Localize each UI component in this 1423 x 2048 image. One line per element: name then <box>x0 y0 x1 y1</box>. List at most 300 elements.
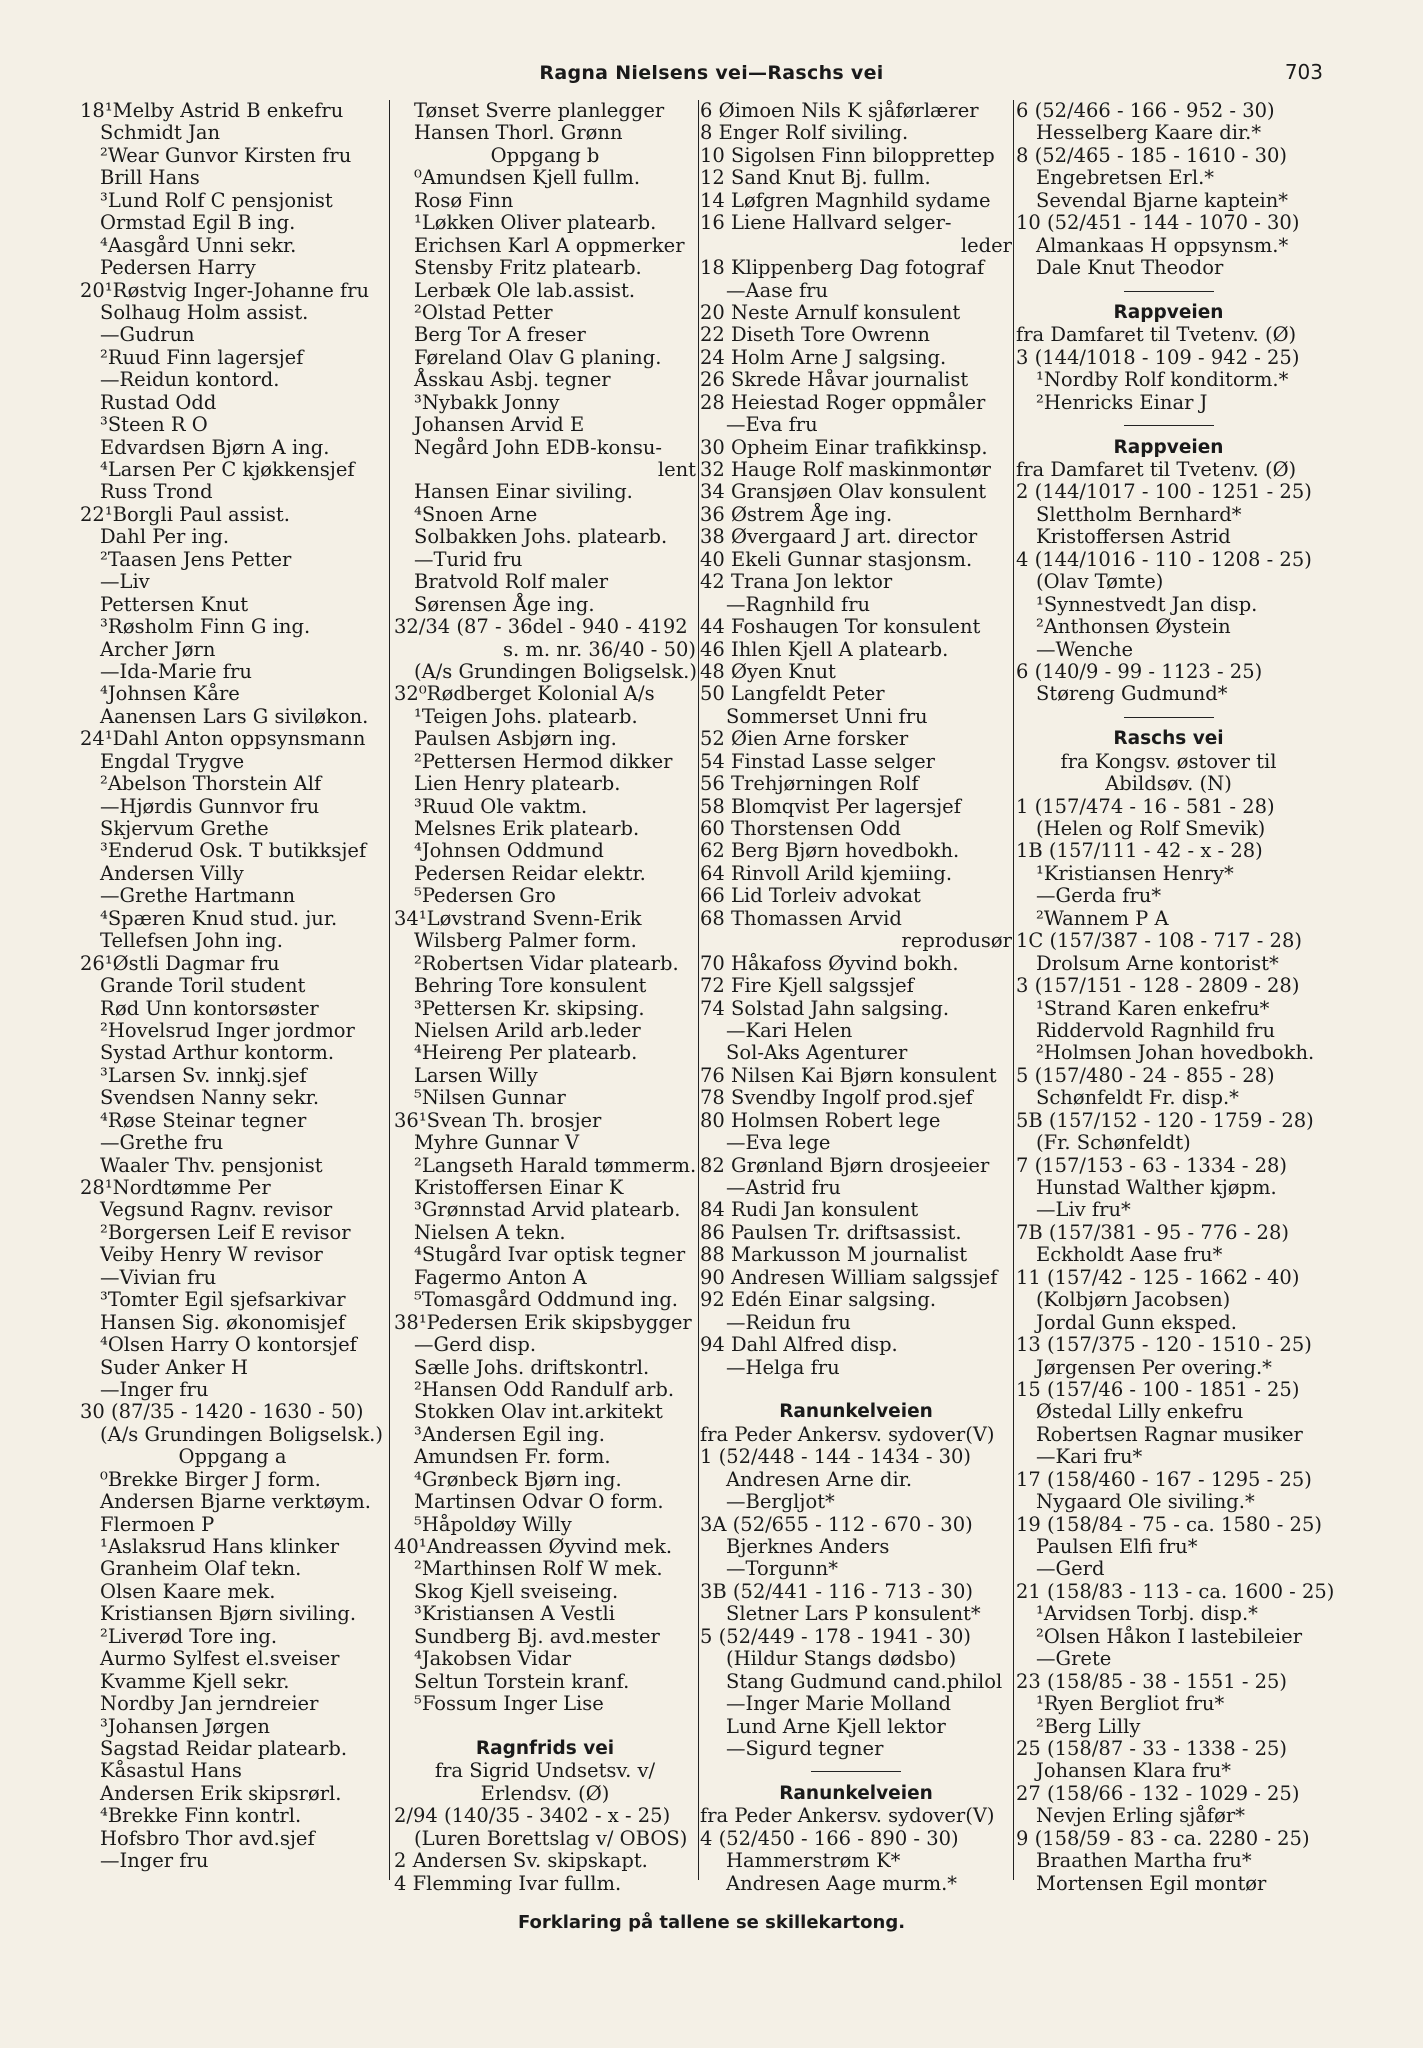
directory-line: fra Peder Ankersv. sydover(V) <box>700 1422 995 1446</box>
directory-line: 26 Skrede Håvar journalist <box>700 368 969 392</box>
directory-line: —Reidun fru <box>726 1310 851 1334</box>
directory-line: Russ Trond <box>100 480 213 504</box>
directory-line: 34 Gransjøen Olav konsulent <box>700 480 987 504</box>
directory-line: 40¹Andreassen Øyvind mek. <box>394 1535 673 1558</box>
directory-line: 36¹Svean Th. brosjer <box>394 1108 602 1132</box>
directory-line: Aanensen Lars G siviløkon. <box>100 704 369 728</box>
directory-line: 60 Thorstensen Odd <box>700 817 901 840</box>
directory-line: Andersen Erik skipsrørl. <box>100 1781 342 1805</box>
directory-line: 7B (157/381 - 95 - 776 - 28) <box>1016 1220 1289 1244</box>
directory-line: ¹Kristiansen Henry* <box>1036 861 1234 885</box>
directory-line: —Kari fru* <box>1036 1445 1143 1469</box>
directory-line: 82 Grønland Bjørn drosjeeier <box>700 1153 990 1177</box>
directory-line: Sommerset Unni fru <box>726 704 928 728</box>
directory-line: Jørgensen Per overing.* <box>1036 1355 1272 1379</box>
directory-line: 6 (140/9 - 99 - 1123 - 25) <box>1016 659 1263 683</box>
directory-line: Fagermo Anton A <box>414 1265 587 1289</box>
directory-line: Ormstad Egil B ing. <box>100 211 296 235</box>
directory-line: 14 Løfgren Magnhild sydame <box>700 188 991 212</box>
directory-line <box>700 1379 1012 1401</box>
directory-line <box>394 1716 696 1738</box>
directory-line: Archer Jørn <box>100 637 216 661</box>
directory-line: Engdal Trygve <box>100 749 245 773</box>
directory-line: 40 Ekeli Gunnar stasjonsm. <box>700 547 973 571</box>
section-rule <box>1016 414 1321 436</box>
directory-line: Nevjen Erling sjåfør* <box>1036 1804 1245 1828</box>
directory-line: ³Tomter Egil sjefsarkivar <box>100 1288 346 1312</box>
directory-line: fra Sigrid Undsetsv. v/ <box>434 1759 656 1783</box>
directory-line: 7 (157/153 - 63 - 1334 - 28) <box>1016 1153 1288 1177</box>
directory-line: Engebretsen Erl.* <box>1036 166 1215 190</box>
directory-line: ³Grønnstad Arvid platearb. <box>414 1198 681 1222</box>
directory-line: ²Olstad Petter <box>414 300 553 324</box>
directory-line: 3B (52/441 - 116 - 713 - 30) <box>700 1579 973 1603</box>
directory-line: —Reidun kontord. <box>100 368 280 392</box>
directory-line: 30 Opheim Einar trafikkinsp. <box>700 435 988 459</box>
directory-line: 1C (157/387 - 108 - 717 - 28) <box>1016 929 1302 953</box>
directory-line: —Ida-Marie fru <box>100 659 252 683</box>
directory-line: 20¹Røstvig Inger-Johanne fru <box>80 278 370 302</box>
directory-line: 84 Rudi Jan konsulent <box>700 1198 919 1222</box>
directory-line: 2 Andersen Sv. skipskapt. <box>394 1849 648 1873</box>
directory-line: Almankaas H oppsynsm.* <box>1036 233 1289 257</box>
directory-line: ²Henricks Einar J <box>1036 390 1208 414</box>
directory-line: 78 Svendby Ingolf prod.sjef <box>700 1086 973 1110</box>
directory-line: Behring Tore konsulent <box>414 974 647 998</box>
directory-line: Andresen Aage murm.* <box>726 1871 958 1895</box>
directory-line: ⁵Håpoldøy Willy <box>414 1512 572 1536</box>
directory-line: ³Johansen Jørgen <box>100 1714 270 1738</box>
directory-line: —Turid fru <box>414 547 523 571</box>
section-rule <box>1016 706 1321 728</box>
directory-line: (A/s Grundingen Boligselsk.) <box>100 1422 383 1446</box>
directory-line: 1 (157/474 - 16 - 581 - 28) <box>1016 794 1275 818</box>
directory-line: Stokken Olav int.arkitekt <box>414 1400 663 1424</box>
directory-line: leder <box>960 233 1012 257</box>
directory-line: ⁵Nilsen Gunnar <box>414 1086 566 1110</box>
directory-line: 8 (52/465 - 185 - 1610 - 30) <box>1016 143 1288 167</box>
directory-line: ²Abelson Thorstein Alf <box>100 772 322 796</box>
directory-line: —Grethe fru <box>100 1131 224 1155</box>
directory-line: ⁰Amundsen Kjell fullm. <box>414 166 641 190</box>
directory-line: Andersen Bjarne verktøym. <box>100 1490 371 1514</box>
directory-line: 25 (158/87 - 33 - 1338 - 25) <box>1016 1736 1288 1760</box>
directory-line: 24 Holm Arne J salgsing. <box>700 345 947 369</box>
directory-line: —Liv fru* <box>1036 1198 1131 1222</box>
directory-line: ⁴Olsen Harry O kontorsjef <box>100 1333 357 1357</box>
directory-line: Riddervold Ragnhild fru <box>1036 1018 1276 1042</box>
directory-line: 2/94 (140/35 - 3402 - x - 25) <box>394 1804 671 1828</box>
directory-line: 9 (158/59 - 83 - ca. 2280 - 25) <box>1016 1826 1310 1850</box>
directory-line: ¹Nordby Rolf konditorm.* <box>1036 368 1289 392</box>
directory-line: (A/s Grundingen Boligselsk.) <box>414 659 697 683</box>
directory-line: 44 Foshaugen Tor konsulent <box>700 615 981 639</box>
directory-line: 32⁰Rødberget Kolonial A/s <box>394 682 655 706</box>
directory-line: ⁴Larsen Per C kjøkkensjef <box>100 458 355 481</box>
directory-line: 5 (157/480 - 24 - 855 - 28) <box>1016 1063 1275 1087</box>
directory-line: 36 Østrem Åge ing. <box>700 502 893 526</box>
directory-line: Suder Anker H <box>100 1355 248 1379</box>
directory-line: 94 Dahl Alfred disp. <box>700 1333 898 1357</box>
directory-line: 54 Finstad Lasse selger <box>700 749 935 773</box>
directory-line: 62 Berg Bjørn hovedbokh. <box>700 839 960 863</box>
directory-line: fra Damfaret til Tvetenv. (Ø) <box>1016 323 1297 347</box>
directory-line: 64 Rinvoll Arild kjemiing. <box>700 861 953 885</box>
directory-line: Tønset Sverre planlegger <box>414 99 665 122</box>
directory-line: ²Berg Lilly <box>1036 1714 1141 1738</box>
directory-line: Sagstad Reidar platearb. <box>100 1736 348 1760</box>
directory-line: 4 Flemming Ivar fullm. <box>394 1871 622 1895</box>
directory-line: ⁵Pedersen Gro <box>414 884 556 908</box>
directory-line: Solhaug Holm assist. <box>100 300 309 324</box>
directory-line: Paulsen Elfi fru* <box>1036 1535 1198 1558</box>
directory-line: 72 Fire Kjell salgssjef <box>700 974 914 998</box>
directory-line: Kristiansen Bjørn siviling. <box>100 1602 357 1626</box>
directory-line: 11 (157/42 - 125 - 1662 - 40) <box>1016 1265 1300 1289</box>
directory-line: 5 (52/449 - 178 - 1941 - 30) <box>700 1624 972 1648</box>
section-rule <box>1016 280 1321 302</box>
directory-line: —Inger fru <box>100 1849 209 1873</box>
directory-line: Martinsen Odvar O form. <box>414 1490 664 1514</box>
directory-line: Jordal Gunn eksped. <box>1036 1310 1237 1334</box>
directory-line: ⁴Johnsen Kåre <box>100 682 240 706</box>
directory-line: —Hjørdis Gunnvor fru <box>100 794 320 818</box>
directory-line: Pedersen Reidar elektr. <box>414 861 646 885</box>
column-2 <box>394 100 696 1895</box>
directory-line: Seltun Torstein kranf. <box>414 1669 630 1693</box>
directory-line: ²Borgersen Leif E revisor <box>100 1220 351 1244</box>
directory-line: ³Kristiansen A Vestli <box>414 1602 615 1626</box>
directory-line: Rustad Odd <box>100 390 217 414</box>
directory-line: ⁴Spæren Knud stud. jur. <box>100 906 338 930</box>
directory-line: Sælle Johs. driftskontrl. <box>414 1355 650 1379</box>
directory-line: Braathen Martha fru* <box>1036 1849 1252 1873</box>
directory-line: (Luren Borettslag v/ OBOS) <box>414 1826 688 1850</box>
directory-line: reprodusør <box>901 929 1012 953</box>
directory-line: s. m. nr. 36/40 - 50) <box>502 637 696 661</box>
directory-line: Oppgang a <box>178 1445 287 1469</box>
directory-line: Systad Arthur kontorm. <box>100 1041 335 1065</box>
directory-line: 6 (52/466 - 166 - 952 - 30) <box>1016 99 1275 122</box>
directory-line: 4 (52/450 - 166 - 890 - 30) <box>700 1826 959 1850</box>
directory-line: Negård John EDB-konsu- <box>414 435 663 459</box>
directory-line: —Helga fru <box>726 1355 840 1379</box>
directory-line: Tellefsen John ing. <box>100 929 283 953</box>
directory-line: 52 Øien Arne forsker <box>700 727 909 751</box>
footer-note: Forklaring på tallene se skillekartong. <box>517 1912 906 1933</box>
directory-line: Wilsberg Palmer form. <box>414 929 637 953</box>
directory-line: ³Ruud Ole vaktm. <box>414 794 588 818</box>
directory-line: ³Larsen Sv. innkj.sjef <box>100 1063 307 1087</box>
directory-line: Andresen Arne dir. <box>726 1467 913 1491</box>
directory-line: Hammerstrøm K* <box>726 1849 901 1873</box>
directory-line: ²Wannem P A <box>1036 906 1169 930</box>
directory-line: 74 Solstad Jahn salgsing. <box>700 996 950 1020</box>
directory-line: Hansen Sig. økonomisjef <box>100 1310 346 1334</box>
directory-line: Oppgang b <box>490 143 600 167</box>
directory-line: Østedal Lilly enkefru <box>1036 1400 1244 1424</box>
directory-line: —Liv <box>100 570 150 594</box>
directory-line: Skjervum Grethe <box>100 817 269 840</box>
column-divider <box>389 100 390 1880</box>
directory-line: ⁴Grønbeck Bjørn ing. <box>414 1467 622 1491</box>
section-rule <box>700 1760 1012 1782</box>
directory-line: Kvamme Kjell sekr. <box>100 1669 290 1693</box>
directory-line: Pettersen Knut <box>100 592 249 616</box>
directory-line: Bjerknes Anders <box>726 1535 890 1558</box>
directory-line: 38 Øvergaard J art. director <box>700 525 978 549</box>
directory-line: ¹Teigen Johs. platearb. <box>414 704 638 728</box>
directory-line: 68 Thomassen Arvid <box>700 906 902 930</box>
directory-line: fra Peder Ankersv. sydover(V) <box>700 1804 995 1828</box>
directory-line: Solbakken Johs. platearb. <box>414 525 668 549</box>
directory-line: —Torgunn* <box>726 1557 838 1581</box>
directory-line: ³Pettersen Kr. skipsing. <box>414 996 645 1020</box>
directory-line: 17 (158/460 - 167 - 1295 - 25) <box>1016 1467 1312 1491</box>
column-divider <box>698 100 699 1880</box>
directory-line: Nygaard Ole siviling.* <box>1036 1490 1255 1514</box>
street-heading: Rappveien <box>1113 436 1224 458</box>
directory-line: Svendsen Nanny sekr. <box>100 1086 320 1110</box>
directory-line: ¹Ryen Bergliot fru* <box>1036 1692 1225 1716</box>
directory-line: —Grethe Hartmann <box>100 884 296 908</box>
directory-line: ⁴Brekke Finn kontrl. <box>100 1804 302 1828</box>
directory-line: ²Holmsen Johan hovedbokh. <box>1036 1041 1315 1065</box>
street-heading: Ragnfrids vei <box>475 1737 615 1759</box>
directory-line: Melsnes Erik platearb. <box>414 817 640 840</box>
directory-line: 4 (144/1016 - 110 - 1208 - 25) <box>1016 547 1312 571</box>
directory-line: ³Enderud Osk. T butikksjef <box>100 839 367 863</box>
directory-line: lent <box>657 458 696 481</box>
directory-line: Skog Kjell sveiseing. <box>414 1579 619 1603</box>
directory-line: Rosø Finn <box>414 188 514 212</box>
directory-line: —Gudrun <box>100 323 195 347</box>
page-header <box>0 58 1423 92</box>
directory-line: Bratvold Rolf maler <box>414 570 609 594</box>
directory-line: —Astrid fru <box>726 1176 841 1199</box>
directory-line: Brill Hans <box>100 166 200 190</box>
directory-line: Lerbæk Ole lab.assist. <box>414 278 636 302</box>
page-number: 703 <box>1284 60 1323 84</box>
directory-line: Lien Henry platearb. <box>414 772 621 796</box>
directory-line: 3A (52/655 - 112 - 670 - 30) <box>700 1512 973 1536</box>
directory-line: 8 Enger Rolf siviling. <box>700 121 909 145</box>
directory-line: Andersen Villy <box>100 861 244 885</box>
directory-line: ²Anthonsen Øystein <box>1036 615 1231 639</box>
directory-line: 10 Sigolsen Finn bilopprettер <box>700 143 995 167</box>
directory-line: ⁴Røse Steinar tegner <box>100 1108 307 1132</box>
directory-line: 20 Neste Arnulf konsulent <box>700 300 961 324</box>
directory-line: ²Liverød Tore ing. <box>100 1624 278 1648</box>
directory-line: ³Steen R O <box>100 413 208 437</box>
directory-line: Drolsum Arne kontorist* <box>1036 951 1279 975</box>
directory-line: Sol-Aks Agenturer <box>726 1041 908 1065</box>
directory-line: —Gerd <box>1036 1557 1105 1581</box>
directory-line: fra Kongsv. østover til <box>1060 749 1277 773</box>
directory-line: 21 (158/83 - 113 - ca. 1600 - 25) <box>1016 1579 1335 1603</box>
directory-line: ¹Arvidsen Torbj. disp.* <box>1036 1602 1258 1626</box>
directory-line: Kristoffersen Astrid <box>1036 525 1231 549</box>
directory-line: 19 (158/84 - 75 - ca. 1580 - 25) <box>1016 1512 1322 1536</box>
directory-line: Slettholm Bernhard* <box>1036 502 1242 526</box>
directory-line: Waaler Thv. pensjonist <box>100 1153 323 1177</box>
directory-line: Johansen Klara fru* <box>1036 1759 1232 1783</box>
directory-line: Hunstad Walther kjøpm. <box>1036 1176 1277 1199</box>
directory-line: ⁴Snoen Arne <box>414 502 538 526</box>
directory-line: ²Taasen Jens Petter <box>100 547 292 571</box>
directory-line: Støreng Gudmund* <box>1036 682 1228 706</box>
directory-line: ³Nybakk Jonny <box>414 390 560 414</box>
directory-line: —Gerda fru* <box>1036 884 1162 908</box>
directory-line: —Inger fru <box>100 1377 209 1401</box>
directory-line: Hesselberg Kaare dir.* <box>1036 121 1262 145</box>
directory-line: Robertsen Ragnar musiker <box>1036 1422 1303 1446</box>
directory-line: fra Damfaret til Tvetenv. (Ø) <box>1016 458 1297 481</box>
directory-line: Føreland Olav G planing. <box>414 345 662 369</box>
directory-line: 70 Håkafoss Øyvind bokh. <box>700 951 959 975</box>
directory-line: Hansen Thorl. Grønn <box>414 121 623 145</box>
directory-line: Myhre Gunnar V <box>414 1131 580 1155</box>
directory-line: Olsen Kaare mek. <box>100 1579 276 1603</box>
street-heading: Raschs vei <box>1113 728 1224 750</box>
directory-line: Mortensen Egil montør <box>1036 1871 1267 1895</box>
directory-line: 5B (157/152 - 120 - 1759 - 28) <box>1016 1108 1314 1132</box>
directory-line: ¹Synnestvedt Jan disp. <box>1036 592 1258 616</box>
directory-line: ⁴Jakobsen Vidar <box>414 1647 572 1671</box>
directory-line: ⁰Brekke Birger J form. <box>100 1467 321 1491</box>
directory-line: Stang Gudmund cand.philol <box>726 1669 1003 1693</box>
directory-line: Flermoen P <box>100 1512 215 1536</box>
directory-line: ¹Strand Karen enkefru* <box>1036 996 1270 1020</box>
directory-line: Grande Toril student <box>100 974 306 998</box>
directory-line: Sevendal Bjarne kaptein* <box>1036 188 1289 212</box>
directory-line: Kristoffersen Einar K <box>414 1176 624 1199</box>
directory-line: Sletner Lars P konsulent* <box>726 1602 981 1626</box>
directory-line: 30 (87/35 - 1420 - 1630 - 50) <box>80 1400 364 1424</box>
directory-line: (Helen og Rolf Smevik) <box>1036 817 1266 840</box>
directory-line: ²Olsen Håkon I lastebileier <box>1036 1624 1303 1648</box>
directory-line: 66 Lid Torleiv advokat <box>700 884 921 908</box>
directory-line: ¹Løkken Oliver platearb. <box>414 211 657 235</box>
column-divider <box>1013 100 1014 1880</box>
directory-line: —Kari Helen <box>726 1018 853 1042</box>
directory-line: ⁵Tomasgård Oddmund ing. <box>414 1288 679 1312</box>
directory-line: Erlendsv. (Ø) <box>480 1781 610 1805</box>
directory-line: 56 Trehjørningen Rolf <box>700 772 919 796</box>
directory-line: —Eva fru <box>726 413 818 437</box>
directory-line: 48 Øyen Knut <box>700 659 836 683</box>
directory-line: 16 Liene Hallvard selger- <box>700 211 952 235</box>
directory-line: ⁴Johnsen Oddmund <box>414 839 604 863</box>
directory-line: 15 (157/46 - 100 - 1851 - 25) <box>1016 1377 1300 1401</box>
directory-line: 24¹Dahl Anton oppsynsmann <box>80 727 366 751</box>
directory-line: Granheim Olaf tekn. <box>100 1557 302 1581</box>
directory-line: Amundsen Fr. form. <box>414 1445 611 1469</box>
directory-line: —Inger Marie Molland <box>726 1692 952 1716</box>
directory-line: 88 Markusson M journalist <box>700 1243 968 1267</box>
directory-line: (Hildur Stangs dødsbo) <box>726 1647 957 1671</box>
directory-line: 46 Ihlen Kjell A platearb. <box>700 637 949 661</box>
directory-line: 6 Øimoen Nils K sjåførlærer <box>700 99 979 122</box>
directory-line: ³Lund Rolf C pensjonist <box>100 188 333 212</box>
directory-line: ²Wear Gunvor Kirsten fru <box>100 143 352 167</box>
directory-line: ²Robertsen Vidar platearb. <box>414 951 679 975</box>
directory-line: 22¹Borgli Paul assist. <box>80 502 290 526</box>
directory-line: Pedersen Harry <box>100 256 256 280</box>
directory-line: 28 Heiestad Roger oppmåler <box>700 390 986 414</box>
directory-line: Paulsen Asbjørn ing. <box>414 727 617 751</box>
directory-line: Larsen Willy <box>414 1063 538 1087</box>
directory-line: 18¹Melby Astrid B enkefru <box>80 99 344 122</box>
directory-line: 27 (158/66 - 132 - 1029 - 25) <box>1016 1781 1300 1805</box>
directory-line: —Vivian fru <box>100 1265 217 1289</box>
directory-line: 38¹Pedersen Erik skipsbygger <box>394 1310 692 1334</box>
directory-line: 22 Diseth Tore Owrenn <box>700 323 930 347</box>
directory-line: 90 Andresen William salgssjef <box>700 1265 998 1289</box>
directory-line: Veiby Henry W revisor <box>100 1243 323 1267</box>
directory-line: Sundberg Bj. avd.mester <box>414 1624 660 1648</box>
directory-line: Johansen Arvid E <box>414 413 585 437</box>
directory-line: 92 Edén Einar salgsing. <box>700 1288 937 1312</box>
directory-line: 80 Holmsen Robert lege <box>700 1108 941 1132</box>
directory-line: Lund Arne Kjell lektor <box>726 1714 946 1738</box>
directory-line: 76 Nilsen Kai Bjørn konsulent <box>700 1063 997 1087</box>
directory-line: (Fr. Schønfeldt) <box>1036 1131 1191 1155</box>
column-3 <box>700 100 1012 1895</box>
directory-line: Berg Tor A freser <box>414 323 586 347</box>
directory-line: ²Ruud Finn lagersjef <box>100 345 304 369</box>
directory-line: Rød Unn kontorsøster <box>100 996 319 1020</box>
directory-line: Hofsbro Thor avd.sjef <box>100 1826 315 1850</box>
directory-line: Abildsøv. (N) <box>1105 772 1232 796</box>
directory-line: —Grete <box>1036 1647 1112 1671</box>
directory-line: Aurmo Sylfest el.sveiser <box>100 1647 340 1671</box>
directory-line: —Sigurd tegner <box>726 1736 884 1760</box>
directory-line: —Gerd disp. <box>414 1333 537 1357</box>
directory-line: Hansen Einar siviling. <box>414 480 633 504</box>
street-heading: Rappveien <box>1113 301 1224 323</box>
directory-line: ⁵Fossum Inger Lise <box>414 1692 604 1716</box>
directory-line: ³Andersen Egil ing. <box>414 1422 605 1446</box>
directory-line: —Eva lege <box>726 1131 831 1155</box>
directory-line: Nielsen A tekn. <box>414 1220 566 1244</box>
directory-line: ²Marthinsen Rolf W mek. <box>414 1557 663 1581</box>
directory-line: 18 Klippenberg Dag fotograf <box>700 256 985 280</box>
directory-line: Nielsen Arild arb.leder <box>414 1018 641 1042</box>
directory-line: ³Røsholm Finn G ing. <box>100 615 311 639</box>
directory-line: 42 Trana Jon lektor <box>700 570 893 594</box>
directory-line: ⁴Heireng Per platearb. <box>414 1041 638 1065</box>
directory-line: 32/34 (87 - 36del - 940 - 4192 <box>394 615 688 639</box>
directory-line: 58 Blomqvist Per lagersjef <box>700 794 961 818</box>
directory-line: —Aase fru <box>726 278 829 302</box>
directory-line: 26¹Østli Dagmar fru <box>80 951 280 975</box>
column-4 <box>1016 99 1335 1895</box>
directory-line: 1 (52/448 - 144 - 1434 - 30) <box>700 1445 972 1469</box>
directory-line: 1B (157/111 - 42 - x - 28) <box>1016 839 1263 863</box>
directory-line: Stensby Fritz platearb. <box>414 256 642 280</box>
directory-line: 3 (144/1018 - 109 - 942 - 25) <box>1016 345 1300 369</box>
directory-line: 34¹Løvstrand Svenn-Erik <box>394 906 642 930</box>
directory-line: —Bergljot* <box>726 1490 835 1514</box>
directory-line: 3 (157/151 - 128 - 2809 - 28) <box>1016 974 1300 998</box>
directory-line: 28¹Nordtømme Per <box>80 1176 271 1199</box>
directory-line: Erichsen Karl A oppmerker <box>414 233 685 257</box>
directory-line: Vegsund Ragnv. revisor <box>100 1198 333 1222</box>
column-1 <box>80 100 385 1873</box>
directory-line: 50 Langfeldt Peter <box>700 682 885 706</box>
directory-line: Sørensen Åge ing. <box>414 592 595 616</box>
